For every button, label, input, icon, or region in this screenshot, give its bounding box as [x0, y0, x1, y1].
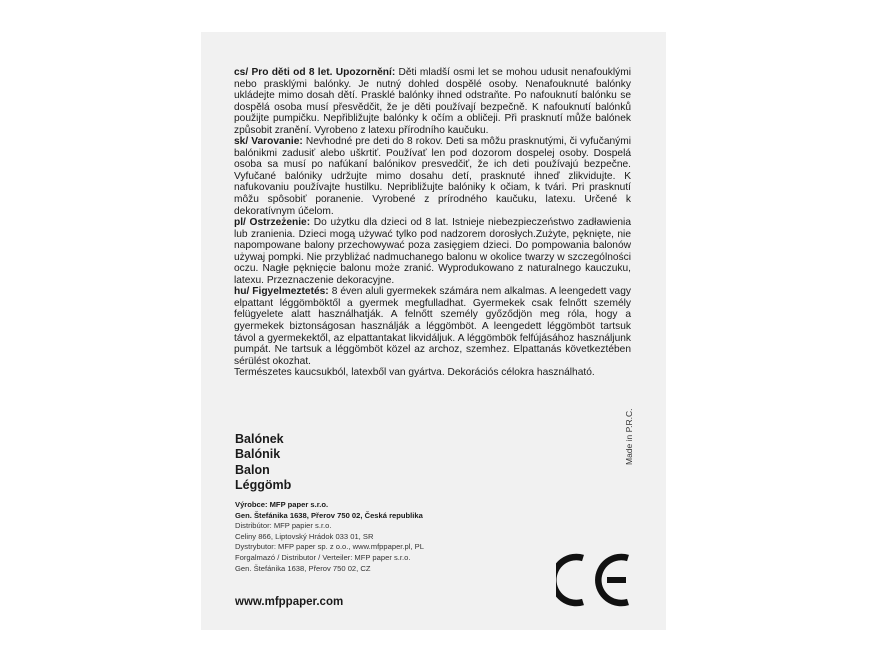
warning-hu-extra: Természetes kaucsukból, latexből van gyártva. Dekorációs célokra használható. [234, 367, 595, 379]
warning-pl [234, 217, 631, 286]
warning-pl-lead: pl/ Ostrzeżenie: [234, 217, 311, 229]
warning-cs-text: Děti mladší osmi let se mohou udusit nenafouklými nebo prasklými balónky. Je nutný dohled dospělé osoby. Nenafouknuté balónky ukládejte mimo dosah dětí. Prasklé balónky ihned odstraňte. Po nafouknutí balónku se dospělá osoba musí přesvědčit, že je děti používají bezpečně. K nafouknutí balónků použijte pumpičku. Nepřibližujte balónky k očím a obličeji. Při prasknutí může balónek způsobit zranění. Vyrobeno z latexu přírodního kaučuku. [234, 67, 631, 136]
distributor-sk: Distribútor: MFP papier s.r.o. [235, 521, 332, 531]
warning-pl-text: Do użytku dla dzieci od 8 lat. Istnieje niebezpieczeństwo zadławienia lub zranienia. Dzieci mogą używać tylko pod nadzorem dorosłych.Zużyte, pęknięte, nie napompowane balony przechowywać poza zasięgiem dzieci. Do pompowania balonów używaj pompki. Nie przybliżać nadmuchanego balonu w okolice twarzy w szczególności oczu. Nagłe pęknięcie balonu może zranić. Wyprodukowano z naturalnego kauczuku, latexu. Przeznaczenie dekoracyjne. [234, 217, 631, 286]
product-names [235, 432, 291, 493]
distributor-pl: Dystrybutor: MFP paper sp. z o.o., www.mfppaper.pl, PL [235, 542, 424, 552]
product-name-pl: Balon [235, 462, 270, 477]
product-name-hu: Léggömb [235, 477, 292, 492]
warning-sk-lead: sk/ Varovanie: [234, 136, 303, 148]
warnings-block [234, 67, 631, 379]
warning-hu [234, 286, 631, 367]
made-in-text: Made in P.R.C. [624, 408, 634, 465]
product-name-cs: Balónek [235, 432, 284, 446]
producer-line: Výrobce: MFP paper s.r.o. [235, 500, 329, 509]
warning-cs [234, 67, 631, 136]
warning-cs-lead: cs/ Pro děti od 8 let. Upozornění: [234, 67, 396, 78]
product-label [201, 32, 666, 630]
warning-sk [234, 136, 631, 217]
distributor-sk-address: Celiny 866, Liptovský Hrádok 033 01, SR [235, 531, 374, 541]
warning-hu-text: 8 éven aluli gyermekek számára nem alkalmas. A leengedett vagy elpattant léggömböktől a gyermek megfulladhat. Gyermekek csak felnőtt személy felügyelete alatt használhatják. A felnőtt személy győződjön meg róla, hogy a gyermekek biztonságosan használják a léggömböt. A leengedett léggömböt tartsuk távol a gyermekektől, az elpattantakat likvidáljuk. A léggömbök felfújásához használjunk pumpát. Ne tartsuk a léggömböt közel az archoz, szemhez. Elpattanás következtében sérülést okozhat. [234, 286, 631, 367]
ce-mark-icon [556, 551, 631, 609]
warning-sk-text: Nevhodné pre deti do 8 rokov. Deti sa môžu prasknutými, či vyfučanými balónikmi zadusiť alebo uškrtiť. Používať len pod dozorom dospelej osoby. Dospelá osoba sa musí po nafúkaní balónikov presvedčiť, že ich deti používajú bezpečne. Vyfučané balóniky udržujte mimo dosahu detí, prasknuté ihneď zlikvidujte. K nafukovaniu používajte hustilku. Nepribližujte balóniky k očiam, k tvári. Pri prasknutí môžu spôsobiť poranenie. Vyrobené z prírodného kaučuku, latexu. Určené k dekoratívnym účelom. [234, 136, 631, 217]
producer-address: Gen. Štefánika 1638, Přerov 750 02, Česká republika [235, 510, 423, 520]
website-link[interactable]: www.mfppaper.com [235, 596, 344, 608]
distributor-hu: Forgalmazó / Distributor / Verteiler: MFP paper s.r.o. [235, 552, 411, 562]
warning-hu-lead: hu/ Figyelmeztetés: [234, 286, 329, 298]
distributor-hu-address: Gen. Štefánika 1638, Přerov 750 02, CZ [235, 563, 371, 573]
product-name-sk: Balónik [235, 447, 281, 462]
producer-info [235, 500, 535, 574]
